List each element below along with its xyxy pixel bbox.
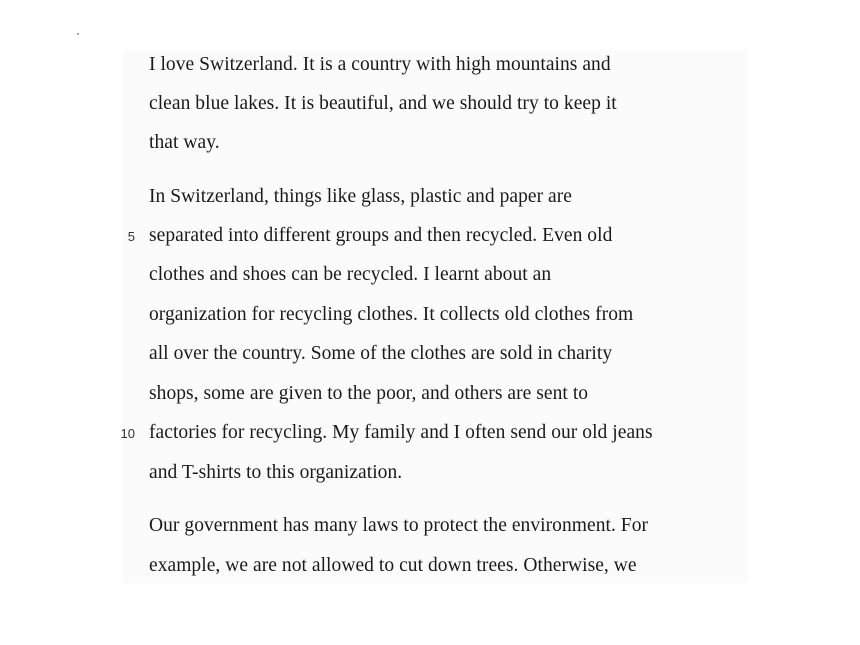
- paragraph-2-line-1: In Switzerland, things like glass, plastic and paper are: [149, 186, 573, 207]
- paragraph-2-line-2: separated into different groups and then recycled. Even old: [149, 225, 613, 246]
- paragraph-1-line-1: I love Switzerland. It is a country with high mountains and: [149, 54, 611, 75]
- paragraph-1-line-2: clean blue lakes. It is beautiful, and we should try to keep it: [149, 93, 617, 114]
- paragraph-3-line-2: example, we are not allowed to cut down trees. Otherwise, we: [149, 555, 637, 576]
- paragraph-2-line-8: and T-shirts to this organization.: [149, 462, 403, 483]
- paragraph-3-line-1: Our government has many laws to protect the environment. For: [149, 515, 649, 536]
- paragraph-1-line-3: that way.: [149, 132, 220, 153]
- paragraph-2-line-7: factories for recycling. My family and I often send our old jeans: [149, 422, 653, 443]
- line-number-5: 5: [127, 229, 135, 244]
- stray-mark: [77, 33, 79, 35]
- paragraph-2-line-3: clothes and shoes can be recycled. I learnt about an: [149, 264, 552, 285]
- paragraph-2-line-6: shops, some are given to the poor, and others are sent to: [149, 383, 589, 404]
- line-number-10: 10: [120, 426, 135, 441]
- paragraph-2-line-4: organization for recycling clothes. It collects old clothes from: [149, 304, 634, 325]
- paragraph-2-line-5: all over the country. Some of the clothes are sold in charity: [149, 343, 613, 364]
